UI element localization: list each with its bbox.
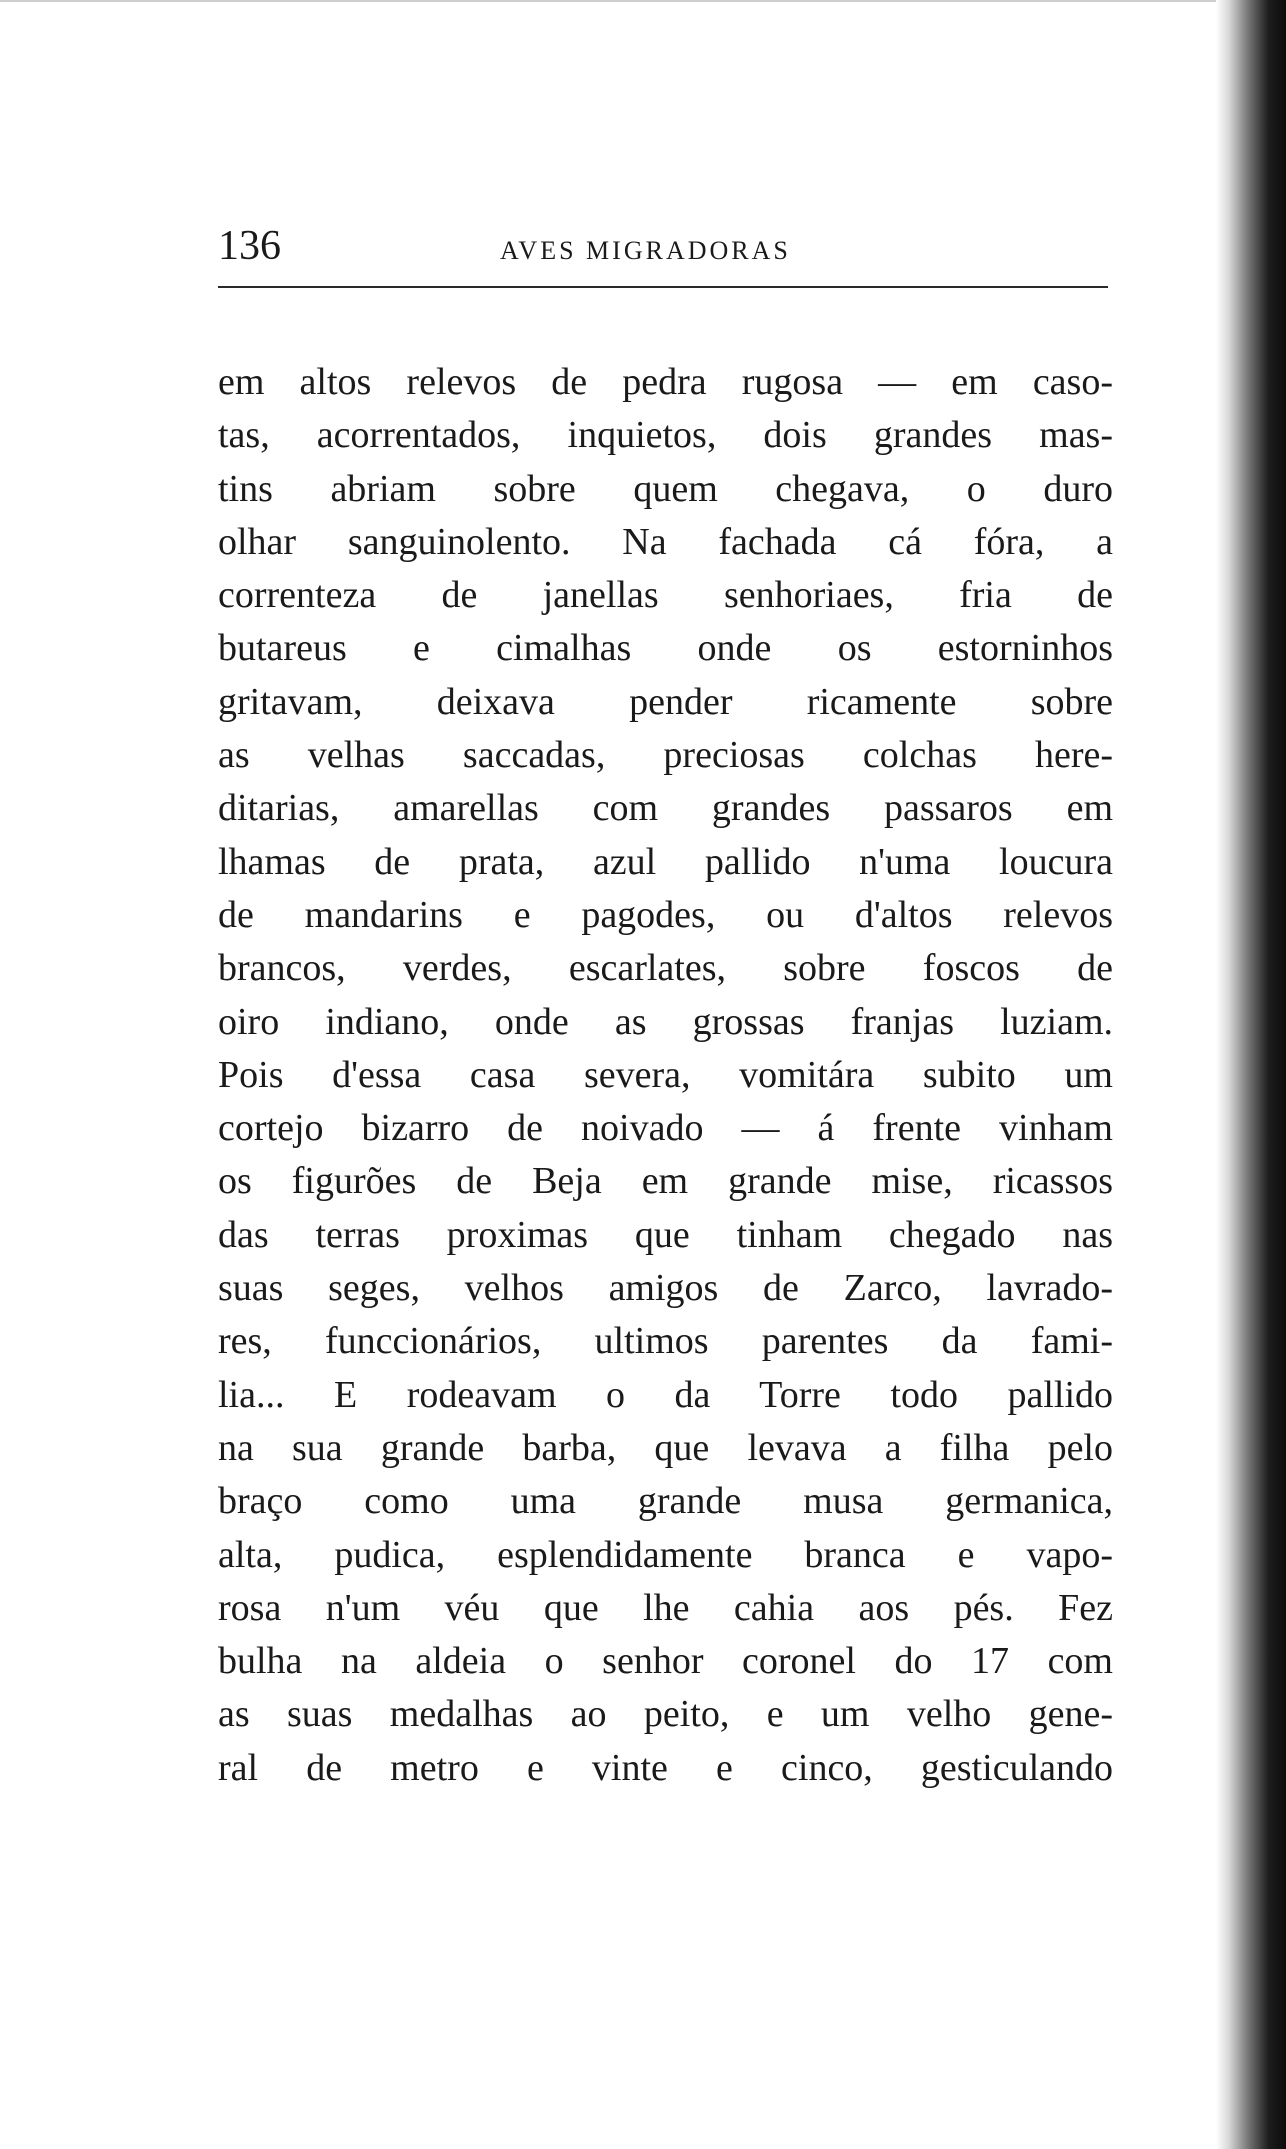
top-edge-line [0,0,1286,2]
text-line: alta, pudica, esplendidamente branca e vapo- [218,1533,1113,1576]
running-title: AVES MIGRADORAS [500,236,791,265]
text-line: tins abriam sobre quem chegava, o duro [218,467,1113,510]
text-line: ditarias, amarellas com grandes passaros em [218,787,1113,830]
text-line: brancos, verdes, escarlates, sobre foscos de [218,947,1113,990]
text-line: das terras proximas que tinham chegado nas [218,1213,1113,1256]
page-number: 136 [218,223,281,269]
page-header [218,222,1108,286]
text-line: braço como uma grande musa germanica, [218,1480,1113,1523]
text-line: lhamas de prata, azul pallido n'uma loucura [218,840,1113,883]
text-line: bulha na aldeia o senhor coronel do 17 com [218,1640,1113,1683]
book-spine-edge [1216,0,1286,2149]
text-line: cortejo bizarro de noivado — á frente vinham [218,1107,1113,1150]
text-line: gritavam, deixava pender ricamente sobre [218,680,1113,723]
text-line: ral de metro e vinte e cinco, gesticulando [218,1746,1113,1789]
text-line: em altos relevos de pedra rugosa — em caso- [218,361,1113,403]
text-line: rosa n'um véu que lhe cahia aos pés. Fez [218,1586,1113,1629]
text-line: os figurões de Beja em grande mise, ricassos [218,1160,1113,1203]
text-line: Pois d'essa casa severa, vomitára subito um [218,1053,1113,1096]
header-rule [218,286,1108,288]
text-line: lia... E rodeavam o da Torre todo pallido [218,1373,1113,1416]
text-line: res, funccionários, ultimos parentes da fami- [218,1320,1113,1363]
text-line: na sua grande barba, que levava a filha pelo [218,1426,1113,1469]
body-text [218,356,1113,1795]
text-line: de mandarins e pagodes, ou d'altos relevos [218,893,1113,936]
text-line: suas seges, velhos amigos de Zarco, lavrado- [218,1267,1113,1310]
text-line: tas, acorrentados, inquietos, dois grandes mas- [218,414,1113,457]
text-line: butareus e cimalhas onde os estorninhos [218,627,1113,670]
text-line: oiro indiano, onde as grossas franjas luziam. [218,1000,1113,1043]
text-line: correnteza de janellas senhoriaes, fria de [218,574,1113,617]
text-line: as suas medalhas ao peito, e um velho gene- [218,1693,1113,1736]
text-line: as velhas saccadas, preciosas colchas here- [218,734,1113,777]
text-line: olhar sanguinolento. Na fachada cá fóra, a [218,520,1113,563]
